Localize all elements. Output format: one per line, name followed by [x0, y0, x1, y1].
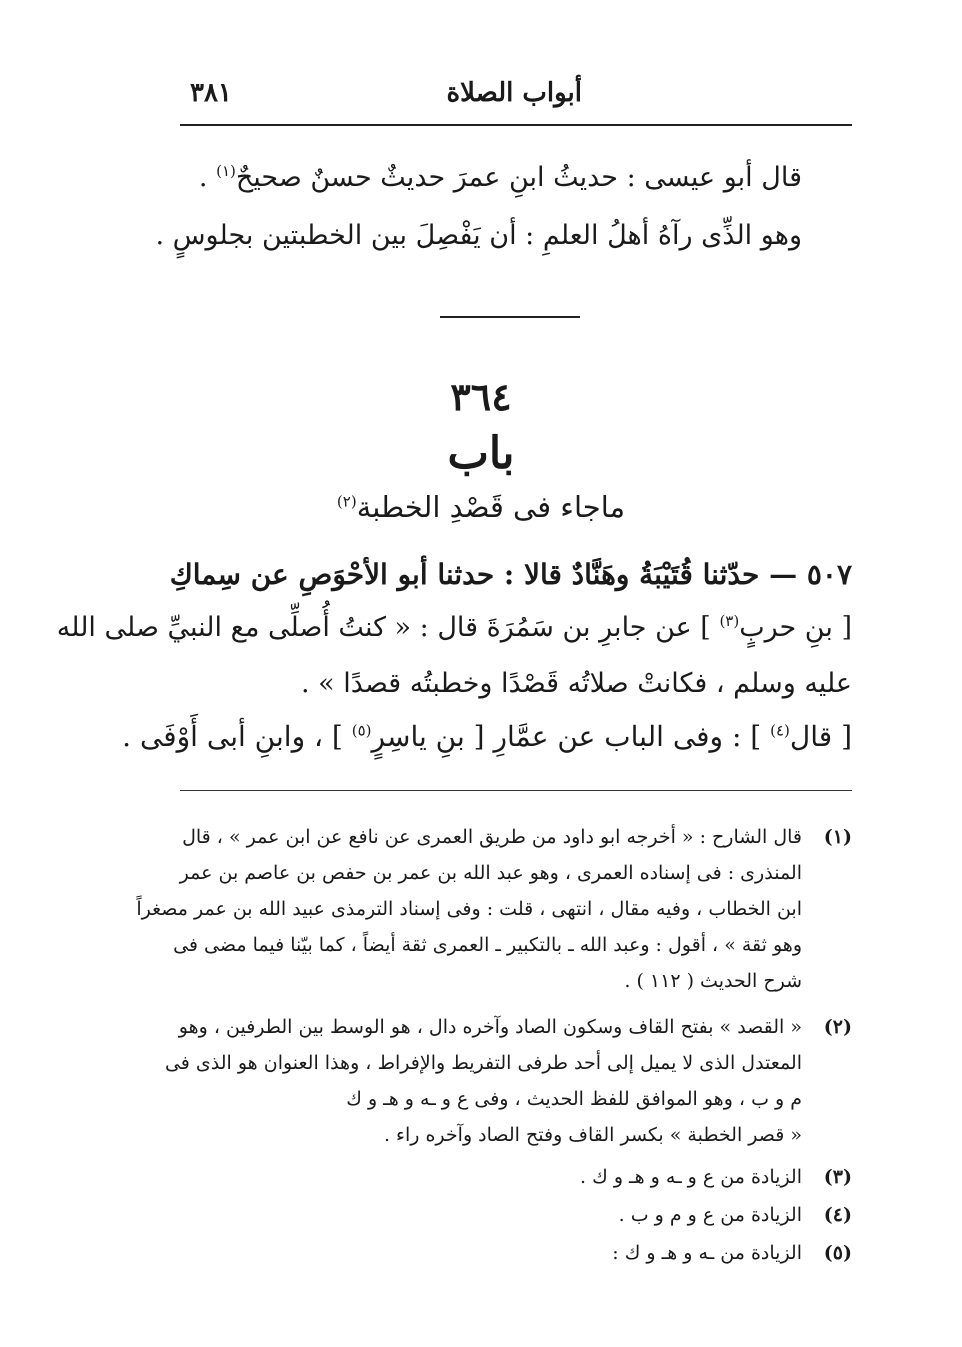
chapter-number: ٣٦٤ [450, 374, 512, 419]
footnote-2-mark: (٢) [823, 1016, 852, 1038]
hadith-line-2-b: ] عن جابرِ بن سَمُرَةَ قال : « كنتُ أُصلِّى مع النبيِّ صلى الله [56, 612, 720, 643]
chapter-title-text: ماجاء فى قَصْدِ الخطبة [356, 490, 626, 524]
hadith-line-3: عليه وسلم ، فكانتْ صلاتُه قَصْدًا وخطبتُه قصدًا » . [300, 668, 852, 699]
hadith-line-4 [122, 720, 852, 753]
chapter-heading: باب [447, 428, 515, 479]
footnote-1-line-1: قال الشارح : « أخرجه ابو داود من طريق العمرى عن نافع عن ابن عمر » ، قال [182, 826, 802, 848]
footnote-3-text: الزيادة من ع و ـه و هـ و ك . [580, 1166, 802, 1188]
footnote-2-line-1: « القصد » بفتح القاف وسكون الصاد وآخره دال ، هو الوسط بين الطرفين ، وهو [178, 1016, 802, 1038]
footnote-1-line-4: وهو ثقة » ، أقول : وعبد الله ـ بالتكبير ـ العمرى ثقة أيضاً ، كما بيّنا فيما مضى فى [173, 934, 802, 956]
running-title: أبواب الصلاة [446, 78, 582, 108]
header-rule [180, 124, 852, 126]
hadith-line-2 [57, 612, 852, 643]
intro-line-1-text: قال أبو عيسى : حديثُ ابنِ عمرَ حديثٌ حسنٌ صحيحٌ [235, 162, 802, 193]
footnotes-rule [180, 790, 852, 791]
footnote-2-line-4: « قصر الخطبة » بكسر القاف وفتح الصاد وآخره راء . [383, 1124, 802, 1146]
footnote-4-text: الزيادة من ع و م و ب . [618, 1204, 802, 1226]
footnote-1-mark: (١) [823, 826, 852, 848]
section-divider [440, 316, 580, 318]
footnote-1-line-2: المنذرى : فى إسناده العمرى ، وهو عبد الله بن عمر بن حفص بن عاصم بن عمر [179, 862, 802, 884]
footnote-ref-3: (٣) [719, 612, 740, 630]
footnote-ref-2: (٢) [336, 492, 357, 511]
footnote-ref-5: (٥) [351, 721, 372, 740]
hadith-line-1: ٥٠٧ — حدّثنا قُتَيْبَةُ وهَنَّادٌ قالا : حدثنا أبو الأحْوَصِ عن سِماكِ [169, 558, 852, 591]
hadith-line-4-a: [ قال [789, 720, 852, 753]
footnote-1-line-3: ابن الخطاب ، وفيه مقال ، انتهى ، قلت : وفى إسناد الترمذى عبيد الله بن عمر مصغراً [136, 898, 802, 920]
footnote-1-line-5: شرح الحديث ( ١١٢ ) . [624, 970, 802, 992]
hadith-line-2-a: [ بنِ حربٍ [739, 612, 852, 643]
page-number: ٣٨١ [190, 78, 232, 108]
chapter-title [0, 490, 962, 524]
footnote-ref-1: (١) [216, 162, 236, 180]
intro-line-1 [199, 162, 802, 193]
footnote-2-line-2: المعتدل الذى لا يميل إلى أحد طرفى التفريط والإفراط ، وهذا العنوان هو الذى فى [164, 1052, 802, 1074]
footnote-5-mark: (٥) [823, 1242, 852, 1264]
footnote-3-mark: (٣) [823, 1166, 852, 1188]
footnote-5-text: الزيادة من ـه و هـ و ك : [612, 1242, 802, 1264]
intro-line-2: وهو الذِّى رآهُ أهلُ العلمِ : أن يَفْصِلَ بين الخطبتين بجلوسٍ . [155, 220, 802, 251]
intro-line-1-end: . [198, 162, 217, 193]
footnote-4-mark: (٤) [823, 1204, 852, 1226]
footnote-ref-4: (٤) [770, 721, 790, 740]
footnote-2-line-3: م و ب ، وهو الموافق للفظ الحديث ، وفى ع و ـه و هـ و ك [346, 1088, 802, 1110]
hadith-line-4-b: ] : وفى الباب عن عمَّارِ [ بنِ ياسِرٍ [371, 720, 771, 753]
page-header [180, 78, 852, 122]
hadith-line-4-c: ] ، وابنِ أبى أَوْفَى . [122, 720, 352, 753]
